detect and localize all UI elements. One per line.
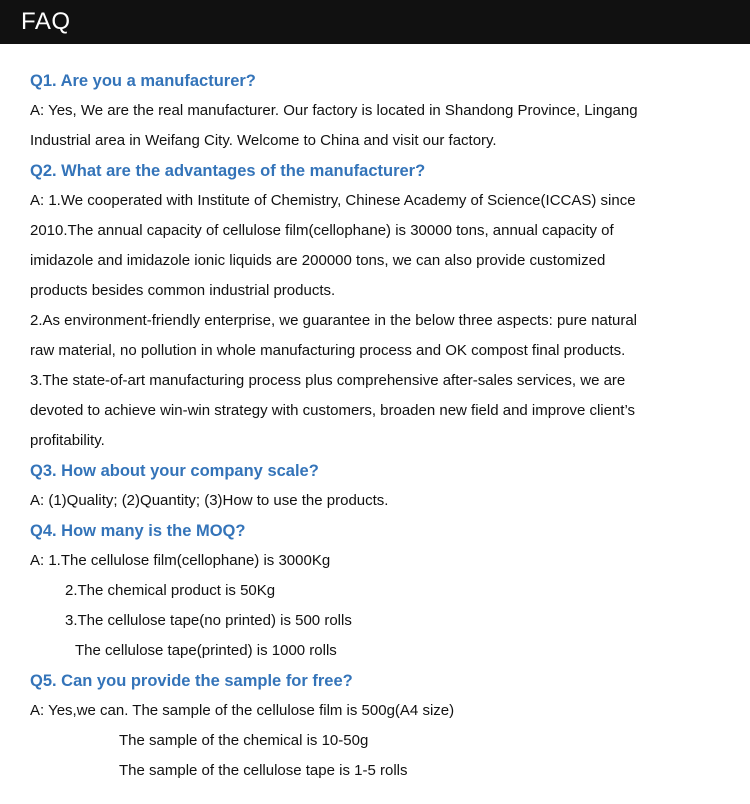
answer-4-line-3: 3.The cellulose tape(no printed) is 500 rolls xyxy=(65,612,352,629)
answer-2-line-9: profitability. xyxy=(30,432,105,449)
question-1: Q1. Are you a manufacturer? xyxy=(30,72,256,90)
answer-1-line-1: A: Yes, We are the real manufacturer. Our factory is located in Shandong Province, Lingang xyxy=(30,102,638,119)
answer-2-line-5: 2.As environment-friendly enterprise, we guarantee in the below three aspects: pure natural xyxy=(30,312,638,329)
question-5: Q5. Can you provide the sample for free? xyxy=(30,672,353,690)
answer-3-line-1: A: (1)Quality; (2)Quantity; (3)How to use the products. xyxy=(30,492,389,509)
faq-header xyxy=(0,0,750,44)
page-title: FAQ xyxy=(21,8,71,35)
answer-2-line-2: 2010.The annual capacity of cellulose film(cellophane) is 30000 tons, annual capacity of xyxy=(30,222,614,239)
answer-2-line-7: 3.The state-of-art manufacturing process plus comprehensive after-sales services, we are xyxy=(30,372,626,389)
answer-5-line-1: A: Yes,we can. The sample of the cellulose film is 500g(A4 size) xyxy=(30,702,455,719)
answer-4-line-1: A: 1.The cellulose film(cellophane) is 3000Kg xyxy=(30,552,331,569)
answer-1-line-2: Industrial area in Weifang City. Welcome to China and visit our factory. xyxy=(30,132,497,149)
question-2: Q2. What are the advantages of the manufacturer? xyxy=(30,162,426,180)
answer-2-line-8: devoted to achieve win-win strategy with customers, broaden new field and improve client’s xyxy=(30,402,636,419)
question-3: Q3. How about your company scale? xyxy=(30,462,319,480)
answer-2-line-6: raw material, no pollution in whole manufacturing process and OK compost final products. xyxy=(30,342,626,359)
question-4: Q4. How many is the MOQ? xyxy=(30,522,246,540)
answer-4-line-4: The cellulose tape(printed) is 1000 rolls xyxy=(75,642,337,659)
answer-5-line-2: The sample of the chemical is 10-50g xyxy=(119,732,369,749)
answer-2-line-3: imidazole and imidazole ionic liquids are 200000 tons, we can also provide customized xyxy=(30,252,606,269)
answer-2-line-1: A: 1.We cooperated with Institute of Chemistry, Chinese Academy of Science(ICCAS) since xyxy=(30,192,636,209)
answer-4-line-2: 2.The chemical product is 50Kg xyxy=(65,582,276,599)
answer-2-line-4: products besides common industrial products. xyxy=(30,282,336,299)
answer-5-line-3: The sample of the cellulose tape is 1-5 rolls xyxy=(119,762,408,779)
